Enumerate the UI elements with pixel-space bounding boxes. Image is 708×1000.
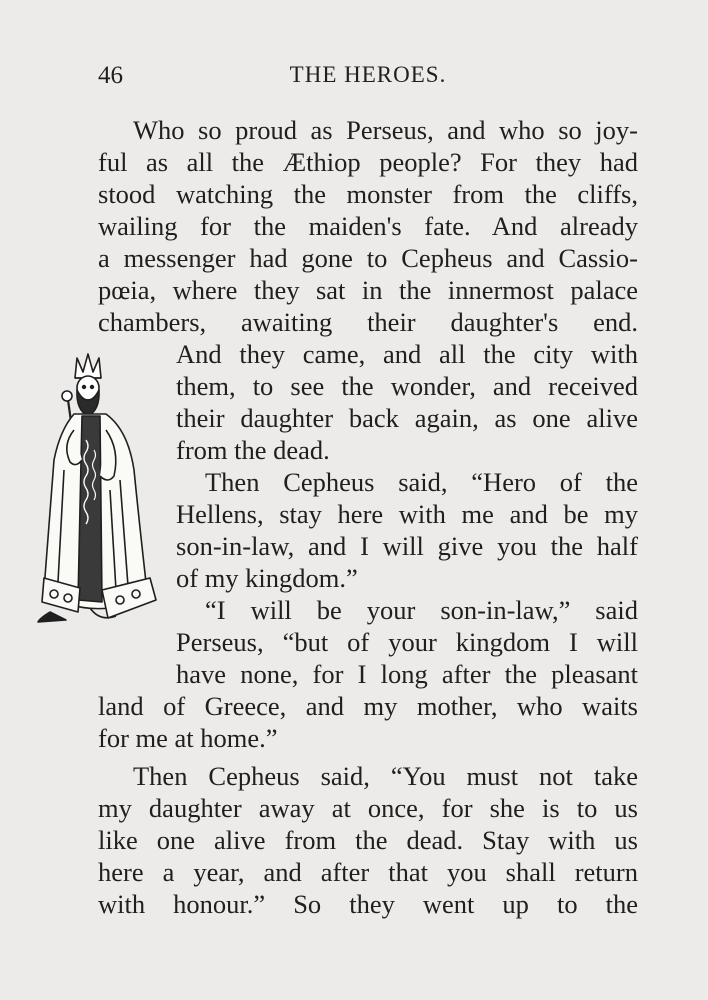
text-line: for me at home.”: [98, 723, 278, 753]
running-head: THE HEROES.: [289, 62, 447, 87]
text-line: of my kingdom.”: [176, 563, 358, 593]
text-line: stood watching the monster from the cliffs,: [98, 179, 638, 209]
text-line: “I will be your son-in-law,” said: [205, 595, 638, 625]
text-line: And they came, and all the city with: [176, 339, 638, 369]
page-header: [98, 62, 638, 102]
text-line: my daughter away at once, for she is to us: [98, 793, 638, 823]
text-line: Who so proud as Perseus, and who so joy-: [133, 115, 638, 145]
text-line: Then Cepheus said, “You must not take: [133, 761, 638, 791]
text-line: their daughter back again, as one alive: [176, 403, 638, 433]
text-line: here a year, and after that you shall return: [98, 857, 638, 887]
text-line: from the dead.: [176, 435, 330, 465]
text-line: wailing for the maiden's fate. And already: [98, 211, 638, 241]
text-line: with honour.” So they went up to the: [98, 889, 638, 919]
text-line: like one alive from the dead. Stay with us: [98, 825, 638, 855]
text-line: Hellens, stay here with me and be my: [176, 499, 638, 529]
text-line: chambers, awaiting their daughter's end.: [98, 307, 638, 337]
text-line: have none, for I long after the pleasant: [176, 659, 638, 689]
text-line: land of Greece, and my mother, who waits: [98, 691, 638, 721]
text-line: Perseus, “but of your kingdom I will: [176, 627, 638, 657]
text-line: ful as all the Æthiop people? For they had: [98, 147, 638, 177]
text-line: son-in-law, and I will give you the half: [176, 531, 638, 561]
king-illustration: [30, 350, 160, 650]
text-line: them, to see the wonder, and received: [176, 371, 638, 401]
text-line: a messenger had gone to Cepheus and Cassio-: [98, 243, 638, 273]
text-line: pœia, where they sat in the innermost palace: [98, 275, 638, 305]
page-number: 46: [98, 62, 123, 89]
text-line: Then Cepheus said, “Hero of the: [205, 467, 638, 497]
